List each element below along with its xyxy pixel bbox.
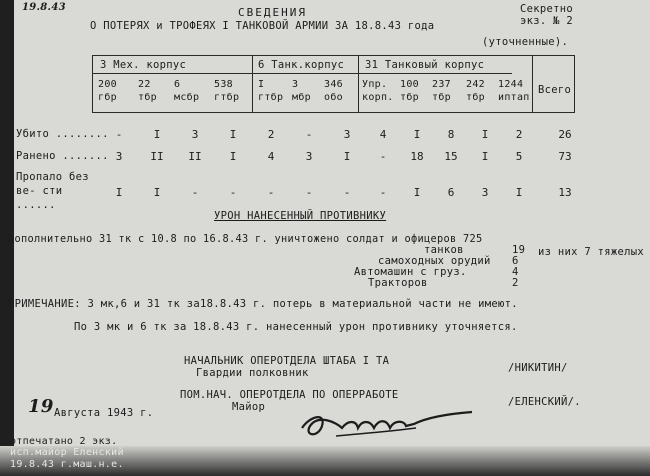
- handwritten-date: 19.8.43: [22, 2, 66, 13]
- table-cell: 3: [343, 128, 351, 141]
- table-cell: -: [267, 186, 275, 199]
- total-header: Всего: [538, 84, 572, 96]
- subcol-header: 242 тбр: [466, 79, 485, 103]
- table-cell: I: [481, 150, 489, 163]
- table-cell: 4: [379, 128, 387, 141]
- table-cell: 4: [267, 150, 275, 163]
- table-vline: [532, 55, 533, 113]
- handwritten-signature: [296, 398, 476, 446]
- secret-label: Секретно: [520, 3, 573, 15]
- signature-rank-2: Майор: [232, 401, 266, 413]
- damage-item-value: 19: [512, 244, 526, 256]
- table-cell: -: [379, 150, 387, 163]
- table-cell: -: [191, 186, 199, 199]
- table-vline: [358, 55, 359, 113]
- damage-item-label: танков: [424, 244, 464, 256]
- table-cell: 6: [447, 186, 455, 199]
- row-label-wounded: Ранено .......: [16, 150, 109, 162]
- signature-name-1: /НИКИТИН/: [508, 362, 568, 374]
- subcol-header: 1244 иптап: [498, 79, 530, 103]
- damage-item-label: Автомашин с груз.: [354, 266, 467, 278]
- damage-intro: Дополнительно 31 тк с 10.8 по 16.8.43 г. уничтожено солдат и офицеров 725: [8, 233, 483, 245]
- note-second: По 3 мк и 6 тк за 18.8.43 г. нанесенный урон противнику уточняется.: [74, 321, 518, 333]
- table-cell: -: [115, 128, 123, 141]
- damage-item-value: 2: [512, 277, 519, 289]
- table-cell: 3: [191, 128, 199, 141]
- damage-heading: УРОН НАНЕСЕННЫЙ ПРОТИВНИКУ: [214, 210, 387, 222]
- group-header-6tk: 6 Танк.корпус: [258, 59, 345, 71]
- damage-item-value: 6: [512, 255, 519, 267]
- table-group-line: [92, 73, 512, 74]
- table-cell: 15: [444, 150, 458, 163]
- table-cell: 8: [447, 128, 455, 141]
- damage-item-label: самоходных орудий: [378, 255, 491, 267]
- table-vline: [92, 55, 93, 113]
- table-cell: -: [305, 128, 313, 141]
- row-label-killed: Убито ........: [16, 128, 109, 140]
- document-title: СВЕДЕНИЯ: [238, 6, 307, 19]
- table-cell: I: [229, 150, 237, 163]
- signature-name-2: /ЕЛЕНСКИЙ/.: [508, 396, 581, 408]
- table-cell: 26: [558, 128, 572, 141]
- subcol-header: 3 мбр: [292, 79, 311, 103]
- subcol-header: I гтбр: [258, 79, 284, 103]
- table-cell: 3: [481, 186, 489, 199]
- table-cell: 3: [305, 150, 313, 163]
- group-header-3mk: 3 Мех. корпус: [100, 59, 187, 71]
- subcol-header: 200 гбр: [98, 79, 117, 103]
- subcol-header: 237 тбр: [432, 79, 451, 103]
- table-cell: 73: [558, 150, 572, 163]
- group-header-31tk: 31 Танковый корпус: [365, 59, 485, 71]
- table-cell: I: [153, 186, 161, 199]
- table-cell: I: [343, 150, 351, 163]
- table-cell: I: [481, 128, 489, 141]
- handwritten-day: 19: [28, 396, 54, 417]
- subcol-header: 6 мсбр: [174, 79, 200, 103]
- subcol-header: 346 обо: [324, 79, 343, 103]
- table-cell: 13: [558, 186, 572, 199]
- table-cell: 2: [515, 128, 523, 141]
- table-header-bottom: [92, 112, 574, 113]
- table-cell: 5: [515, 150, 523, 163]
- table-cell: -: [229, 186, 237, 199]
- damage-item-note: из них 7 тяжелых: [538, 246, 644, 258]
- copy-number: экз. № 2: [520, 15, 573, 27]
- signature-title-2: ПОМ.НАЧ. ОПЕРОТДЕЛА ПО ОПЕРРАБОТЕ: [180, 389, 399, 401]
- subcol-header: 538 гтбр: [214, 79, 240, 103]
- document-subtitle: О ПОТЕРЯХ и ТРОФЕЯХ I ТАНКОВОЙ АРМИИ ЗА 18.8.43 года: [90, 20, 435, 32]
- footer-line-1: отпечатано 2 экз.: [10, 436, 118, 447]
- damage-item-label: Тракторов: [368, 277, 428, 289]
- signature-rank-1: Гвардии полковник: [196, 367, 309, 379]
- table-cell: I: [413, 186, 421, 199]
- table-cell: I: [115, 186, 123, 199]
- subcol-header: 22 тбр: [138, 79, 157, 103]
- subcol-header: 100 тбр: [400, 79, 419, 103]
- table-cell: II: [150, 150, 164, 163]
- table-cell: I: [515, 186, 523, 199]
- table-top-line: [92, 55, 574, 56]
- subcol-header: Упр. корп.: [362, 79, 394, 103]
- table-cell: 3: [115, 150, 123, 163]
- table-vline: [574, 55, 575, 113]
- row-label-missing: Пропало без ве- сти ......: [16, 171, 89, 211]
- table-cell: II: [188, 150, 202, 163]
- table-cell: I: [413, 128, 421, 141]
- signature-date: Августа 1943 г.: [54, 407, 154, 419]
- table-vline: [252, 55, 253, 113]
- footer-line-3: 19.8.43 г.маш.н.е.: [10, 459, 124, 470]
- footer-line-2: исп.майор Еленский: [10, 447, 124, 458]
- table-cell: -: [305, 186, 313, 199]
- refined-label: (уточненные).: [482, 36, 569, 48]
- table-cell: I: [229, 128, 237, 141]
- damage-item-value: 4: [512, 266, 519, 278]
- table-cell: I: [153, 128, 161, 141]
- table-cell: 18: [410, 150, 424, 163]
- table-cell: 2: [267, 128, 275, 141]
- note-first: ПРИМЕЧАНИЕ: 3 мк,6 и 31 тк за18.8.43 г. потерь в материальной части не имеют.: [8, 298, 518, 310]
- table-cell: -: [343, 186, 351, 199]
- signature-title-1: НАЧАЛЬНИК ОПЕРОТДЕЛА ШТАБА I ТА: [184, 355, 390, 367]
- table-cell: -: [379, 186, 387, 199]
